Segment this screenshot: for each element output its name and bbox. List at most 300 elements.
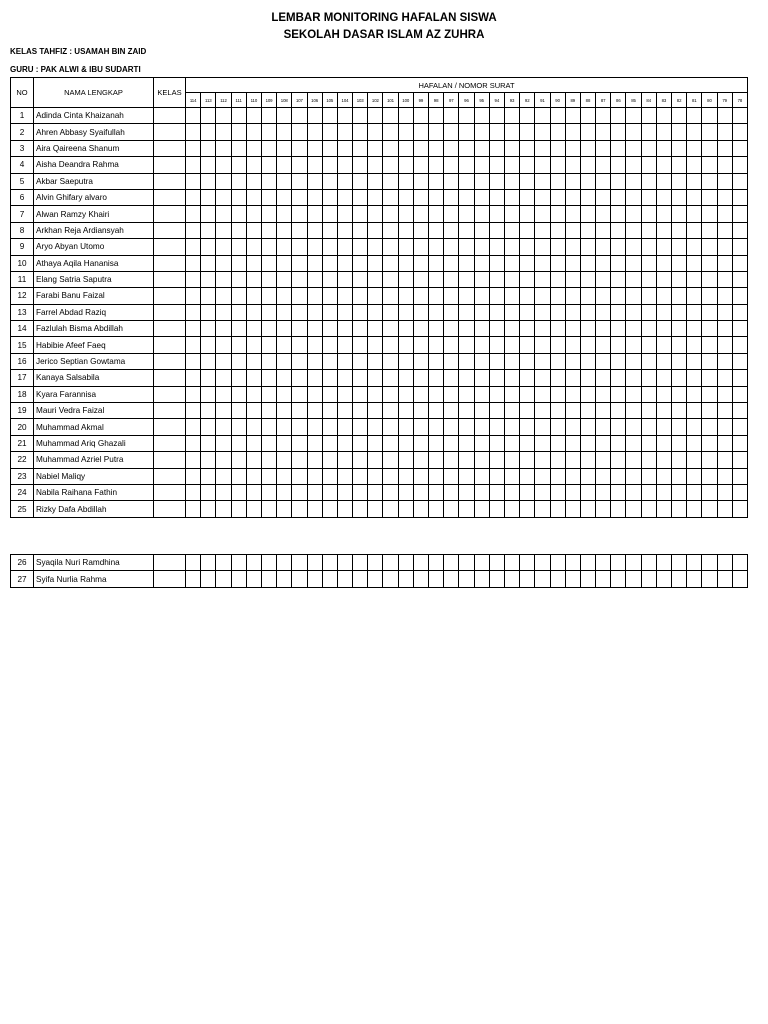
hafalan-cell[interactable] <box>444 108 459 124</box>
hafalan-cell[interactable] <box>201 435 216 451</box>
hafalan-cell[interactable] <box>717 173 732 189</box>
hafalan-cell[interactable] <box>535 571 550 587</box>
hafalan-cell[interactable] <box>656 419 671 435</box>
hafalan-cell[interactable] <box>307 239 322 255</box>
kelas-cell[interactable] <box>154 321 186 337</box>
hafalan-cell[interactable] <box>580 501 595 517</box>
hafalan-cell[interactable] <box>413 452 428 468</box>
hafalan-cell[interactable] <box>353 304 368 320</box>
hafalan-cell[interactable] <box>429 304 444 320</box>
hafalan-cell[interactable] <box>307 140 322 156</box>
hafalan-cell[interactable] <box>261 501 276 517</box>
hafalan-cell[interactable] <box>702 419 717 435</box>
hafalan-cell[interactable] <box>611 108 626 124</box>
kelas-cell[interactable] <box>154 108 186 124</box>
hafalan-cell[interactable] <box>186 239 201 255</box>
hafalan-cell[interactable] <box>398 157 413 173</box>
hafalan-cell[interactable] <box>717 501 732 517</box>
hafalan-cell[interactable] <box>565 288 580 304</box>
hafalan-cell[interactable] <box>261 173 276 189</box>
hafalan-cell[interactable] <box>459 403 474 419</box>
hafalan-cell[interactable] <box>596 140 611 156</box>
hafalan-cell[interactable] <box>656 222 671 238</box>
hafalan-cell[interactable] <box>702 452 717 468</box>
hafalan-cell[interactable] <box>216 124 231 140</box>
hafalan-cell[interactable] <box>322 386 337 402</box>
hafalan-cell[interactable] <box>656 484 671 500</box>
hafalan-cell[interactable] <box>292 386 307 402</box>
hafalan-cell[interactable] <box>216 321 231 337</box>
hafalan-cell[interactable] <box>322 173 337 189</box>
hafalan-cell[interactable] <box>186 321 201 337</box>
hafalan-cell[interactable] <box>580 239 595 255</box>
hafalan-cell[interactable] <box>277 206 292 222</box>
hafalan-cell[interactable] <box>444 173 459 189</box>
hafalan-cell[interactable] <box>322 353 337 369</box>
hafalan-cell[interactable] <box>641 108 656 124</box>
hafalan-cell[interactable] <box>596 222 611 238</box>
kelas-cell[interactable] <box>154 206 186 222</box>
hafalan-cell[interactable] <box>383 173 398 189</box>
hafalan-cell[interactable] <box>611 157 626 173</box>
hafalan-cell[interactable] <box>337 271 352 287</box>
hafalan-cell[interactable] <box>474 239 489 255</box>
hafalan-cell[interactable] <box>641 555 656 571</box>
hafalan-cell[interactable] <box>504 468 519 484</box>
hafalan-cell[interactable] <box>611 370 626 386</box>
hafalan-cell[interactable] <box>201 353 216 369</box>
hafalan-cell[interactable] <box>277 337 292 353</box>
hafalan-cell[interactable] <box>292 271 307 287</box>
hafalan-cell[interactable] <box>216 370 231 386</box>
hafalan-cell[interactable] <box>398 140 413 156</box>
hafalan-cell[interactable] <box>504 189 519 205</box>
hafalan-cell[interactable] <box>201 271 216 287</box>
hafalan-cell[interactable] <box>702 403 717 419</box>
hafalan-cell[interactable] <box>611 255 626 271</box>
hafalan-cell[interactable] <box>611 403 626 419</box>
hafalan-cell[interactable] <box>565 255 580 271</box>
hafalan-cell[interactable] <box>231 452 246 468</box>
hafalan-cell[interactable] <box>444 140 459 156</box>
hafalan-cell[interactable] <box>596 124 611 140</box>
hafalan-cell[interactable] <box>231 271 246 287</box>
hafalan-cell[interactable] <box>383 452 398 468</box>
hafalan-cell[interactable] <box>307 321 322 337</box>
hafalan-cell[interactable] <box>656 501 671 517</box>
hafalan-cell[interactable] <box>216 239 231 255</box>
hafalan-cell[interactable] <box>504 255 519 271</box>
hafalan-cell[interactable] <box>337 452 352 468</box>
hafalan-cell[interactable] <box>246 435 261 451</box>
hafalan-cell[interactable] <box>672 271 687 287</box>
hafalan-cell[interactable] <box>201 239 216 255</box>
hafalan-cell[interactable] <box>337 468 352 484</box>
hafalan-cell[interactable] <box>580 304 595 320</box>
hafalan-cell[interactable] <box>717 108 732 124</box>
hafalan-cell[interactable] <box>322 140 337 156</box>
hafalan-cell[interactable] <box>216 484 231 500</box>
hafalan-cell[interactable] <box>322 501 337 517</box>
hafalan-cell[interactable] <box>672 419 687 435</box>
hafalan-cell[interactable] <box>459 124 474 140</box>
hafalan-cell[interactable] <box>337 435 352 451</box>
hafalan-cell[interactable] <box>429 386 444 402</box>
hafalan-cell[interactable] <box>186 435 201 451</box>
hafalan-cell[interactable] <box>398 288 413 304</box>
hafalan-cell[interactable] <box>550 189 565 205</box>
hafalan-cell[interactable] <box>520 353 535 369</box>
hafalan-cell[interactable] <box>535 255 550 271</box>
hafalan-cell[interactable] <box>520 157 535 173</box>
hafalan-cell[interactable] <box>277 189 292 205</box>
hafalan-cell[interactable] <box>611 452 626 468</box>
hafalan-cell[interactable] <box>444 124 459 140</box>
kelas-cell[interactable] <box>154 555 186 571</box>
hafalan-cell[interactable] <box>353 173 368 189</box>
hafalan-cell[interactable] <box>261 386 276 402</box>
hafalan-cell[interactable] <box>429 452 444 468</box>
hafalan-cell[interactable] <box>504 435 519 451</box>
hafalan-cell[interactable] <box>246 353 261 369</box>
hafalan-cell[interactable] <box>489 157 504 173</box>
hafalan-cell[interactable] <box>413 571 428 587</box>
hafalan-cell[interactable] <box>732 124 747 140</box>
hafalan-cell[interactable] <box>353 468 368 484</box>
hafalan-cell[interactable] <box>261 255 276 271</box>
hafalan-cell[interactable] <box>474 468 489 484</box>
hafalan-cell[interactable] <box>626 501 641 517</box>
hafalan-cell[interactable] <box>474 173 489 189</box>
hafalan-cell[interactable] <box>580 271 595 287</box>
hafalan-cell[interactable] <box>656 435 671 451</box>
hafalan-cell[interactable] <box>368 239 383 255</box>
hafalan-cell[interactable] <box>565 419 580 435</box>
hafalan-cell[interactable] <box>656 555 671 571</box>
hafalan-cell[interactable] <box>216 468 231 484</box>
hafalan-cell[interactable] <box>489 353 504 369</box>
hafalan-cell[interactable] <box>383 189 398 205</box>
hafalan-cell[interactable] <box>641 173 656 189</box>
hafalan-cell[interactable] <box>353 353 368 369</box>
hafalan-cell[interactable] <box>550 321 565 337</box>
hafalan-cell[interactable] <box>292 452 307 468</box>
hafalan-cell[interactable] <box>292 419 307 435</box>
hafalan-cell[interactable] <box>626 189 641 205</box>
hafalan-cell[interactable] <box>292 468 307 484</box>
hafalan-cell[interactable] <box>702 140 717 156</box>
hafalan-cell[interactable] <box>596 271 611 287</box>
hafalan-cell[interactable] <box>732 108 747 124</box>
hafalan-cell[interactable] <box>277 173 292 189</box>
hafalan-cell[interactable] <box>337 189 352 205</box>
hafalan-cell[interactable] <box>672 571 687 587</box>
hafalan-cell[interactable] <box>429 321 444 337</box>
hafalan-cell[interactable] <box>580 419 595 435</box>
hafalan-cell[interactable] <box>687 304 702 320</box>
hafalan-cell[interactable] <box>641 435 656 451</box>
hafalan-cell[interactable] <box>307 271 322 287</box>
hafalan-cell[interactable] <box>732 353 747 369</box>
hafalan-cell[interactable] <box>611 484 626 500</box>
hafalan-cell[interactable] <box>626 108 641 124</box>
kelas-cell[interactable] <box>154 571 186 587</box>
hafalan-cell[interactable] <box>353 206 368 222</box>
hafalan-cell[interactable] <box>520 555 535 571</box>
hafalan-cell[interactable] <box>535 452 550 468</box>
hafalan-cell[interactable] <box>717 157 732 173</box>
hafalan-cell[interactable] <box>641 419 656 435</box>
hafalan-cell[interactable] <box>353 386 368 402</box>
hafalan-cell[interactable] <box>580 108 595 124</box>
hafalan-cell[interactable] <box>413 419 428 435</box>
hafalan-cell[interactable] <box>672 370 687 386</box>
hafalan-cell[interactable] <box>474 337 489 353</box>
hafalan-cell[interactable] <box>383 157 398 173</box>
hafalan-cell[interactable] <box>322 255 337 271</box>
hafalan-cell[interactable] <box>459 337 474 353</box>
hafalan-cell[interactable] <box>292 501 307 517</box>
hafalan-cell[interactable] <box>231 501 246 517</box>
hafalan-cell[interactable] <box>565 304 580 320</box>
hafalan-cell[interactable] <box>489 403 504 419</box>
hafalan-cell[interactable] <box>231 321 246 337</box>
hafalan-cell[interactable] <box>702 206 717 222</box>
hafalan-cell[interactable] <box>368 206 383 222</box>
hafalan-cell[interactable] <box>398 173 413 189</box>
hafalan-cell[interactable] <box>231 140 246 156</box>
hafalan-cell[interactable] <box>353 337 368 353</box>
hafalan-cell[interactable] <box>459 255 474 271</box>
hafalan-cell[interactable] <box>717 222 732 238</box>
hafalan-cell[interactable] <box>672 140 687 156</box>
hafalan-cell[interactable] <box>383 468 398 484</box>
hafalan-cell[interactable] <box>656 108 671 124</box>
hafalan-cell[interactable] <box>672 157 687 173</box>
hafalan-cell[interactable] <box>550 239 565 255</box>
hafalan-cell[interactable] <box>520 370 535 386</box>
hafalan-cell[interactable] <box>216 157 231 173</box>
hafalan-cell[interactable] <box>216 288 231 304</box>
hafalan-cell[interactable] <box>565 239 580 255</box>
hafalan-cell[interactable] <box>565 555 580 571</box>
hafalan-cell[interactable] <box>504 370 519 386</box>
hafalan-cell[interactable] <box>383 239 398 255</box>
hafalan-cell[interactable] <box>201 419 216 435</box>
hafalan-cell[interactable] <box>322 157 337 173</box>
hafalan-cell[interactable] <box>717 271 732 287</box>
hafalan-cell[interactable] <box>398 555 413 571</box>
hafalan-cell[interactable] <box>535 419 550 435</box>
hafalan-cell[interactable] <box>580 321 595 337</box>
hafalan-cell[interactable] <box>656 239 671 255</box>
hafalan-cell[interactable] <box>398 304 413 320</box>
hafalan-cell[interactable] <box>580 468 595 484</box>
hafalan-cell[interactable] <box>489 288 504 304</box>
hafalan-cell[interactable] <box>231 304 246 320</box>
hafalan-cell[interactable] <box>687 419 702 435</box>
hafalan-cell[interactable] <box>702 321 717 337</box>
hafalan-cell[interactable] <box>337 222 352 238</box>
hafalan-cell[interactable] <box>246 255 261 271</box>
hafalan-cell[interactable] <box>656 337 671 353</box>
hafalan-cell[interactable] <box>626 157 641 173</box>
hafalan-cell[interactable] <box>444 222 459 238</box>
hafalan-cell[interactable] <box>474 435 489 451</box>
hafalan-cell[interactable] <box>216 271 231 287</box>
hafalan-cell[interactable] <box>596 370 611 386</box>
hafalan-cell[interactable] <box>383 403 398 419</box>
kelas-cell[interactable] <box>154 452 186 468</box>
hafalan-cell[interactable] <box>459 189 474 205</box>
hafalan-cell[interactable] <box>216 304 231 320</box>
hafalan-cell[interactable] <box>292 157 307 173</box>
hafalan-cell[interactable] <box>186 484 201 500</box>
hafalan-cell[interactable] <box>474 321 489 337</box>
hafalan-cell[interactable] <box>687 484 702 500</box>
hafalan-cell[interactable] <box>504 173 519 189</box>
hafalan-cell[interactable] <box>580 222 595 238</box>
hafalan-cell[interactable] <box>444 403 459 419</box>
hafalan-cell[interactable] <box>307 419 322 435</box>
hafalan-cell[interactable] <box>307 108 322 124</box>
hafalan-cell[interactable] <box>489 452 504 468</box>
hafalan-cell[interactable] <box>656 403 671 419</box>
hafalan-cell[interactable] <box>383 206 398 222</box>
hafalan-cell[interactable] <box>413 222 428 238</box>
hafalan-cell[interactable] <box>307 555 322 571</box>
hafalan-cell[interactable] <box>322 288 337 304</box>
hafalan-cell[interactable] <box>656 124 671 140</box>
hafalan-cell[interactable] <box>580 555 595 571</box>
hafalan-cell[interactable] <box>429 288 444 304</box>
hafalan-cell[interactable] <box>459 435 474 451</box>
hafalan-cell[interactable] <box>186 353 201 369</box>
hafalan-cell[interactable] <box>231 419 246 435</box>
hafalan-cell[interactable] <box>672 386 687 402</box>
hafalan-cell[interactable] <box>429 370 444 386</box>
hafalan-cell[interactable] <box>413 288 428 304</box>
hafalan-cell[interactable] <box>246 189 261 205</box>
hafalan-cell[interactable] <box>201 321 216 337</box>
kelas-cell[interactable] <box>154 288 186 304</box>
hafalan-cell[interactable] <box>626 239 641 255</box>
hafalan-cell[interactable] <box>383 108 398 124</box>
hafalan-cell[interactable] <box>307 386 322 402</box>
hafalan-cell[interactable] <box>580 452 595 468</box>
hafalan-cell[interactable] <box>216 452 231 468</box>
hafalan-cell[interactable] <box>398 435 413 451</box>
hafalan-cell[interactable] <box>717 353 732 369</box>
hafalan-cell[interactable] <box>216 189 231 205</box>
hafalan-cell[interactable] <box>656 468 671 484</box>
hafalan-cell[interactable] <box>732 403 747 419</box>
hafalan-cell[interactable] <box>611 288 626 304</box>
hafalan-cell[interactable] <box>596 571 611 587</box>
hafalan-cell[interactable] <box>611 386 626 402</box>
hafalan-cell[interactable] <box>413 435 428 451</box>
hafalan-cell[interactable] <box>687 222 702 238</box>
hafalan-cell[interactable] <box>474 571 489 587</box>
hafalan-cell[interactable] <box>596 452 611 468</box>
hafalan-cell[interactable] <box>626 173 641 189</box>
hafalan-cell[interactable] <box>398 452 413 468</box>
hafalan-cell[interactable] <box>702 386 717 402</box>
hafalan-cell[interactable] <box>353 403 368 419</box>
hafalan-cell[interactable] <box>231 403 246 419</box>
hafalan-cell[interactable] <box>398 337 413 353</box>
hafalan-cell[interactable] <box>702 108 717 124</box>
hafalan-cell[interactable] <box>641 337 656 353</box>
hafalan-cell[interactable] <box>520 435 535 451</box>
hafalan-cell[interactable] <box>201 206 216 222</box>
hafalan-cell[interactable] <box>596 484 611 500</box>
hafalan-cell[interactable] <box>611 206 626 222</box>
hafalan-cell[interactable] <box>368 452 383 468</box>
hafalan-cell[interactable] <box>596 304 611 320</box>
hafalan-cell[interactable] <box>261 484 276 500</box>
hafalan-cell[interactable] <box>520 189 535 205</box>
hafalan-cell[interactable] <box>732 419 747 435</box>
hafalan-cell[interactable] <box>186 189 201 205</box>
hafalan-cell[interactable] <box>353 222 368 238</box>
hafalan-cell[interactable] <box>201 337 216 353</box>
hafalan-cell[interactable] <box>672 206 687 222</box>
hafalan-cell[interactable] <box>535 403 550 419</box>
hafalan-cell[interactable] <box>565 206 580 222</box>
hafalan-cell[interactable] <box>246 206 261 222</box>
hafalan-cell[interactable] <box>368 571 383 587</box>
hafalan-cell[interactable] <box>672 124 687 140</box>
hafalan-cell[interactable] <box>520 288 535 304</box>
kelas-cell[interactable] <box>154 124 186 140</box>
hafalan-cell[interactable] <box>413 468 428 484</box>
hafalan-cell[interactable] <box>565 108 580 124</box>
hafalan-cell[interactable] <box>261 157 276 173</box>
hafalan-cell[interactable] <box>277 271 292 287</box>
hafalan-cell[interactable] <box>550 173 565 189</box>
hafalan-cell[interactable] <box>611 337 626 353</box>
hafalan-cell[interactable] <box>186 468 201 484</box>
hafalan-cell[interactable] <box>277 419 292 435</box>
hafalan-cell[interactable] <box>444 555 459 571</box>
hafalan-cell[interactable] <box>550 124 565 140</box>
hafalan-cell[interactable] <box>474 222 489 238</box>
hafalan-cell[interactable] <box>687 468 702 484</box>
hafalan-cell[interactable] <box>611 501 626 517</box>
hafalan-cell[interactable] <box>611 555 626 571</box>
hafalan-cell[interactable] <box>277 239 292 255</box>
hafalan-cell[interactable] <box>246 501 261 517</box>
hafalan-cell[interactable] <box>626 484 641 500</box>
hafalan-cell[interactable] <box>413 386 428 402</box>
hafalan-cell[interactable] <box>717 321 732 337</box>
hafalan-cell[interactable] <box>504 271 519 287</box>
kelas-cell[interactable] <box>154 435 186 451</box>
hafalan-cell[interactable] <box>732 484 747 500</box>
hafalan-cell[interactable] <box>459 108 474 124</box>
hafalan-cell[interactable] <box>474 206 489 222</box>
hafalan-cell[interactable] <box>292 555 307 571</box>
hafalan-cell[interactable] <box>246 271 261 287</box>
hafalan-cell[interactable] <box>398 403 413 419</box>
hafalan-cell[interactable] <box>535 484 550 500</box>
hafalan-cell[interactable] <box>580 189 595 205</box>
hafalan-cell[interactable] <box>732 140 747 156</box>
hafalan-cell[interactable] <box>459 222 474 238</box>
hafalan-cell[interactable] <box>702 124 717 140</box>
hafalan-cell[interactable] <box>641 288 656 304</box>
